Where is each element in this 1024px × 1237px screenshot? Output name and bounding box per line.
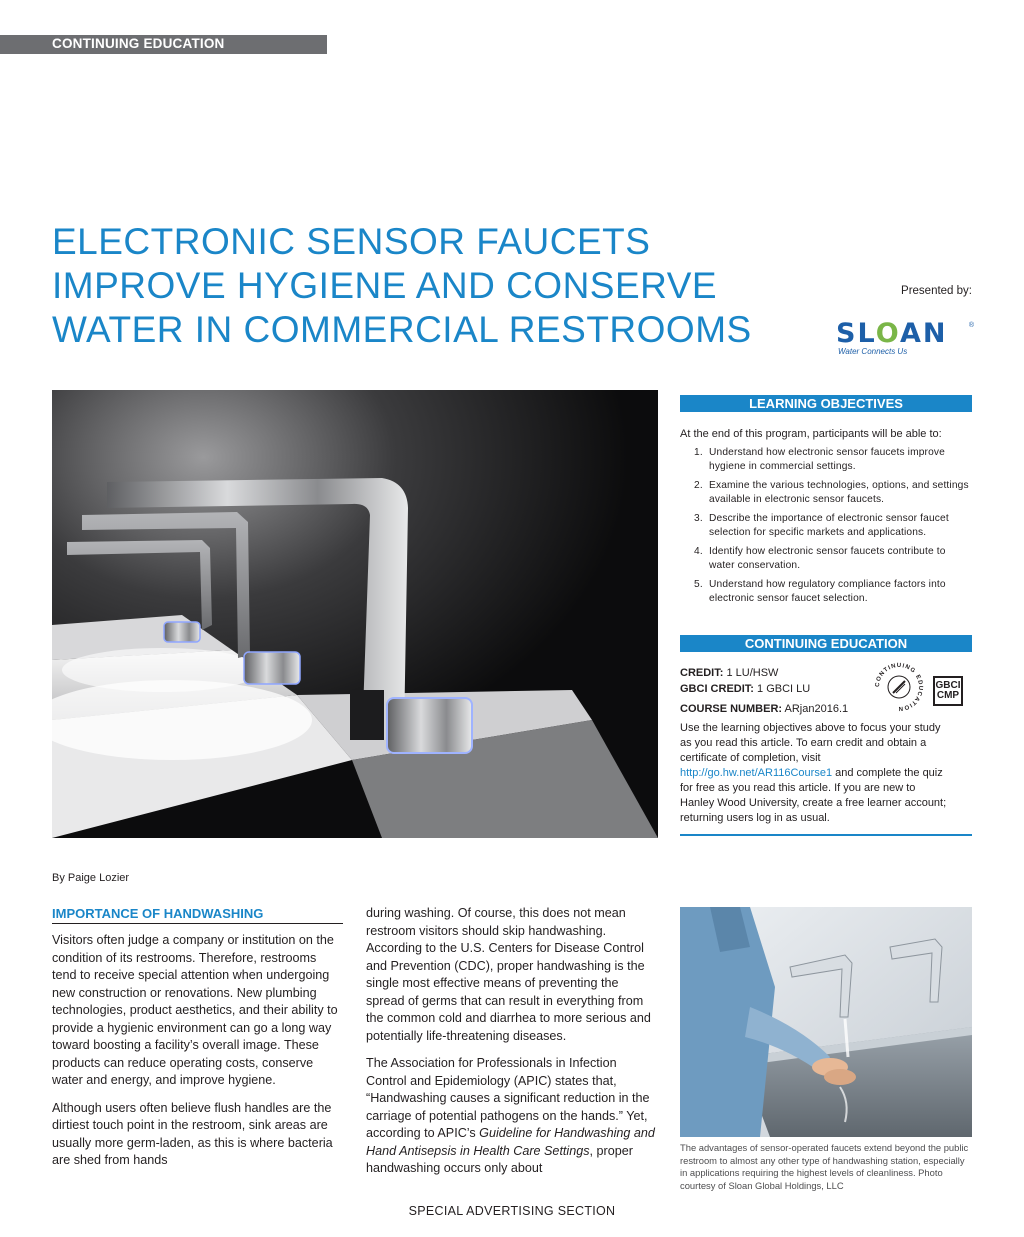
title-line: WATER IN COMMERCIAL RESTROOMS (52, 309, 752, 350)
credit-line: CREDIT: 1 LU/HSW (680, 667, 779, 679)
gbci-cmp-badge: GBCI CMP (933, 676, 971, 712)
logo-registered-mark: ® (968, 322, 974, 329)
ce-box-rule (680, 834, 972, 836)
logo-wordmark: SLOAN (836, 318, 948, 349)
title-line: ELECTRONIC SENSOR FAUCETS (52, 221, 651, 262)
learning-objectives-list (694, 446, 974, 611)
faucet-photo-icon (52, 390, 658, 838)
section-heading: IMPORTANCE OF HANDWASHING (52, 906, 264, 921)
list-item: 5. Understand how regulatory compliance factors into electronic sensor faucet selection. (694, 579, 946, 604)
byline: By Paige Lozier (52, 872, 130, 884)
paragraph: The Association for Professionals in Infection Control and Epidemiology (APIC) states that, “Handwashing causes a significant reduction in the carriage of potential pathogens on the hands.” Yet, according to APIC’s Guideline for Handwashing and Hand Antisepsis in Health Care Settings, proper handwashing occurs only about (366, 1056, 655, 1175)
learning-objectives-intro: At the end of this program, participants will be able to: (680, 428, 942, 440)
continuing-education-header: CONTINUING EDUCATION (680, 635, 972, 652)
logo-tagline: Water Connects Us (838, 347, 908, 356)
svg-text:CONTINUING EDUCATION: CONTINUING EDUCATION (874, 662, 924, 712)
title-line: IMPROVE HYGIENE AND CONSERVE (52, 265, 718, 306)
list-item: 1. Understand how electronic sensor faucets improve hygiene in commercial settings. (694, 447, 945, 472)
hero-faucet-image (52, 390, 658, 838)
gbci-credit-line: GBCI CREDIT: 1 GBCI LU (680, 683, 811, 695)
article-column-1 (52, 932, 344, 1180)
section-label-bar (0, 35, 327, 54)
handwashing-photo (680, 907, 972, 1137)
sponsor-logo (836, 318, 976, 360)
ce-seal-icon (872, 660, 926, 714)
presented-by-label: Presented by: (901, 285, 972, 297)
photo-caption: The advantages of sensor-operated faucets extend beyond the public restroom to almost any other type of handwashing station, especially in applications requiring the highest levels of cleanliness. Photo courtesy of Sloan Global Holdings, LLC (680, 1142, 969, 1191)
learning-objectives-header: LEARNING OBJECTIVES (680, 395, 972, 412)
ce-instructions: Use the learning objectives above to focus your study as you read this article. To earn credit and obtain a certificate of completion, visit http://go.hw.net/AR116Course1 and complete the quiz for free as you read this article. If you are new to Hanley Wood University, create a free learner account; returning users log in as usual. (680, 722, 947, 824)
page-footer: SPECIAL ADVERTISING SECTION (408, 1204, 616, 1218)
section-label: CONTINUING EDUCATION (52, 36, 225, 51)
course-number-line: COURSE NUMBER: ARjan2016.1 (680, 703, 849, 715)
course-link[interactable]: http://go.hw.net/AR116Course1 (680, 767, 833, 779)
paragraph: during washing. Of course, this does not mean restroom visitors should skip handwashing. According to the U.S. Centers for Disease Control and Prevention (CDC), proper handwashing is the single most effective means of preventing the spread of germs that can result in everything from the common cold and diarrhea to more serious and potentially life-threatening diseases. (366, 906, 651, 1043)
list-item: 4. Identify how electronic sensor faucets contribute to water conservation. (694, 546, 946, 571)
article-column-2 (366, 905, 658, 1188)
handwashing-photo-icon (680, 907, 972, 1137)
list-item: 2. Examine the various technologies, options, and settings available in electronic sensor faucets. (694, 480, 969, 505)
paragraph: Visitors often judge a company or institution on the condition of its restrooms. Therefore, restrooms tend to receive special attention when undergoing new construction or renovations. New plumbing technologies, product aesthetics, and their ability to provide a hygienic environment can go a long way toward boosting a facility’s overall image. These products can reduce operating costs, conserve water and energy, and improve hygiene. (52, 933, 338, 1087)
paragraph: Although users often believe flush handles are the dirtiest touch point in the restroom, sink areas are usually more germ-laden, as this is where bacteria are shed from hands (52, 1100, 333, 1167)
heading-rule (52, 923, 343, 924)
list-item: 3. Describe the importance of electronic sensor faucet selection for specific markets and applications. (694, 513, 949, 538)
article-title (52, 220, 832, 352)
